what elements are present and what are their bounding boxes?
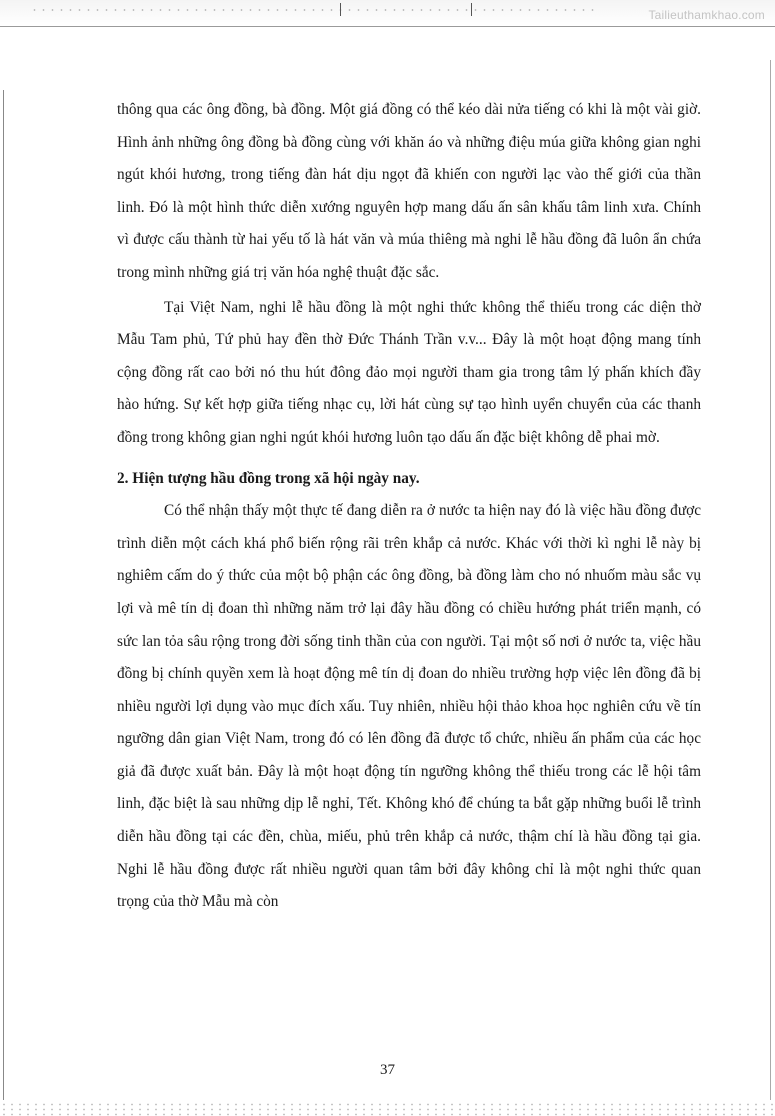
scan-top-border [0,0,775,27]
scan-noise [30,7,600,13]
section-heading: 2. Hiện tượng hầu đồng trong xã hội ngày nay. [117,469,420,487]
body-paragraph: thông qua các ông đồng, bà đồng. Một giá đồng có thể kéo dài nửa tiếng có khi là một vài giờ. Hình ảnh những ông đồng bà đồng cùng với khăn áo và những điệu múa giữa không gian nghi ngút khói hương, trong tiếng đàn hát dịu ngọt đã khiến con người lạc vào thế giới của thần linh. Đó là một hình thức diễn xướng nguyên hợp mang dấu ấn sân khấu tâm linh xưa. Chính vì được cấu thành từ hai yếu tố là hát văn và múa thiêng mà nghi lễ hầu đồng đã luôn ẩn chứa trong mình những giá trị văn hóa nghệ thuật đặc sắc. [117,101,701,281]
scan-tick-mark [340,3,341,16]
page-number: 37 [380,1062,395,1078]
body-paragraph: Có thể nhận thấy một thực tế đang diễn ra ở nước ta hiện nay đó là việc hầu đồng được trình diễn một cách khá phổ biến rộng rãi trên khắp cả nước. Khác với thời kì nghi lễ này bị nghiêm cấm do ý thức của một bộ phận các ông đồng, bà đồng làm cho nó nhuốm màu sắc vụ lợi và mê tín dị đoan thì những năm trở lại đây hầu đồng có chiều hướng phát triển mạnh, có sức lan tỏa sâu rộng trong đời sống tinh thần của con người. Tại một số nơi ở nước ta, việc hầu đồng bị chính quyền xem là hoạt động mê tín dị đoan do nhiều trường hợp việc lên đồng đã bị nhiều người lợi dụng vào mục đích xấu. Tuy nhiên, nhiều hội thảo khoa học nghiên cứu về tín ngưỡng dân gian Việt Nam, trong đó có lên đồng đã được tổ chức, nhiều ấn phẩm của các học giả đã được xuất bản. Đây là một hoạt động tín ngưỡng không thể thiếu trong các lễ hội tâm linh, đặc biệt là sau những dịp lễ nghỉ, Tết. Không khó để chúng ta bắt gặp những buổi lễ trình diễn hầu đồng tại các đền, chùa, miếu, phủ trên khắp cả nước, thậm chí là hầu đồng tại gia. Nghi lễ hầu đồng được rất nhiều người quan tâm bởi đây không chỉ là một nghi thức quan trọng của thờ Mẫu mà còn [117,502,701,911]
document-page [117,90,701,919]
scan-tick-mark [471,3,472,16]
scan-right-edge [770,60,771,1100]
body-paragraph: Tại Việt Nam, nghi lễ hầu đồng là một nghi thức không thể thiếu trong các diện thờ Mẫu Tam phủ, Tứ phủ hay đền thờ Đức Thánh Trần v.v... Đây là một hoạt động mang tính cộng đồng rất cao bởi nó thu hút đông đảo mọi người tham gia trong tâm lý phấn khích đầy hào hứng. Sự kết hợp giữa tiếng nhạc cụ, lời hát cùng sự tạo hình uyển chuyển của các thanh đồng trong không gian nghi ngút khói hương luôn tạo dấu ấn đặc biệt không dễ phai mờ. [117,298,701,446]
watermark: Tailieuthamkhao.com [648,8,765,22]
scan-bottom-border [0,1102,775,1116]
scan-left-edge [3,90,4,1100]
